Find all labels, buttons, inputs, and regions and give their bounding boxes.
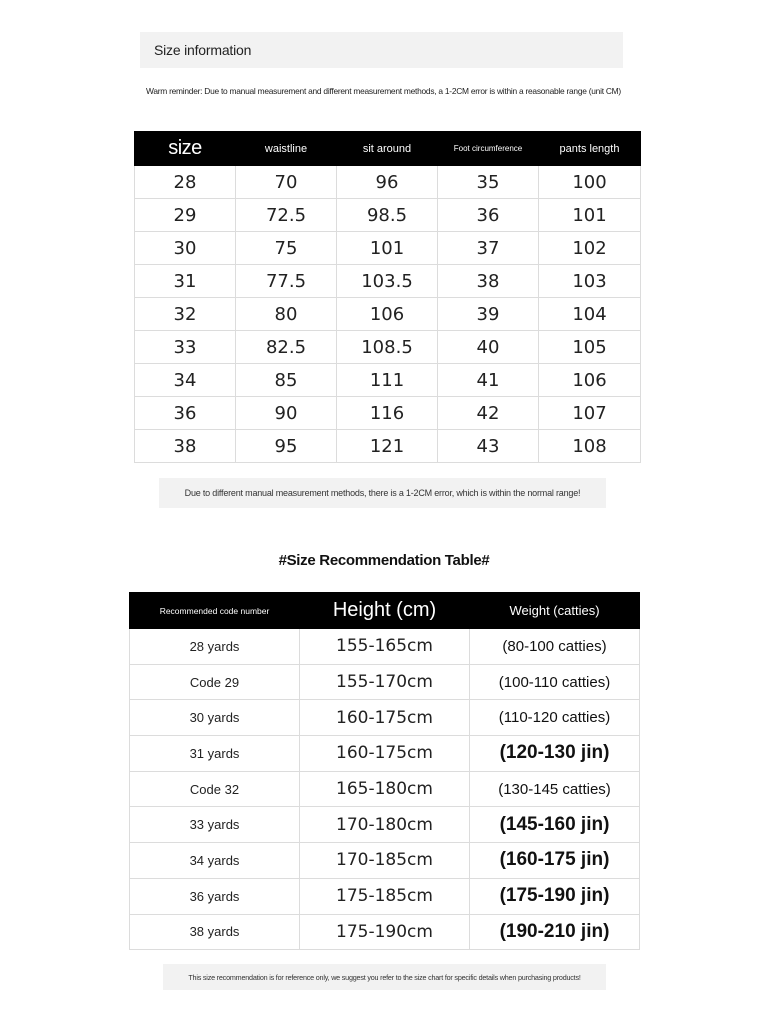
pants-length-cell: 106: [539, 364, 641, 397]
table-row: [130, 914, 640, 950]
waistline-cell: 82.5: [236, 331, 337, 364]
table-row: [130, 878, 640, 914]
pants-length-cell: 101: [539, 199, 641, 232]
sit-around-header: sit around: [337, 132, 438, 166]
pants-length-cell: 100: [539, 166, 641, 199]
pants-length-cell: 104: [539, 298, 641, 331]
table-row: [135, 430, 641, 463]
height-cell: 170-180cm: [300, 807, 470, 843]
foot-circumference-cell: 36: [438, 199, 539, 232]
sit-around-cell: 103.5: [337, 265, 438, 298]
recommended-code-cell: 34 yards: [130, 843, 300, 879]
recommended-code-cell: 33 yards: [130, 807, 300, 843]
table-row: [135, 364, 641, 397]
recommended-code-cell: 28 yards: [130, 629, 300, 665]
table-row: [135, 232, 641, 265]
sit-around-cell: 108.5: [337, 331, 438, 364]
waistline-cell: 75: [236, 232, 337, 265]
size-cell: 28: [135, 166, 236, 199]
height-cell: 160-175cm: [300, 736, 470, 772]
recommendation-table: [129, 592, 640, 950]
recommended-code-cell: 30 yards: [130, 700, 300, 736]
foot-circumference-cell: 39: [438, 298, 539, 331]
height-cell: 155-165cm: [300, 629, 470, 665]
waistline-header: waistline: [236, 132, 337, 166]
pants-length-cell: 102: [539, 232, 641, 265]
height-cell: 155-170cm: [300, 664, 470, 700]
weight-cell: (130-145 catties): [470, 771, 640, 807]
size-info-title: Size information: [154, 42, 252, 58]
weight-cell: (120-130 jin): [470, 736, 640, 772]
table-row: [130, 771, 640, 807]
footer-note: This size recommendation is for reference only, we suggest you refer to the size chart for specific details when purchasing products!: [188, 972, 581, 982]
recommended-code-header: Recommended code number: [130, 593, 300, 629]
foot-circumference-header: Foot circumference: [438, 132, 539, 166]
table-row: [135, 265, 641, 298]
foot-circumference-cell: 38: [438, 265, 539, 298]
table-row: [130, 843, 640, 879]
weight-header: Weight (catties): [470, 593, 640, 629]
size-note: Due to different manual measurement methods, there is a 1-2CM error, which is within the normal range!: [184, 488, 581, 498]
waistline-cell: 95: [236, 430, 337, 463]
foot-circumference-cell: 40: [438, 331, 539, 364]
table-row: [135, 397, 641, 430]
pants-length-cell: 103: [539, 265, 641, 298]
weight-cell: (190-210 jin): [470, 914, 640, 950]
recommendation-header-row: [130, 593, 640, 629]
sit-around-cell: 111: [337, 364, 438, 397]
footer-note-bar: [163, 964, 606, 990]
sit-around-cell: 106: [337, 298, 438, 331]
size-cell: 34: [135, 364, 236, 397]
size-cell: 29: [135, 199, 236, 232]
foot-circumference-cell: 41: [438, 364, 539, 397]
height-header: Height (cm): [300, 593, 470, 629]
size-cell: 33: [135, 331, 236, 364]
size-cell: 38: [135, 430, 236, 463]
recommended-code-cell: 38 yards: [130, 914, 300, 950]
size-note-bar: [159, 478, 606, 508]
foot-circumference-cell: 43: [438, 430, 539, 463]
recommended-code-cell: Code 29: [130, 664, 300, 700]
waistline-cell: 72.5: [236, 199, 337, 232]
height-cell: 175-190cm: [300, 914, 470, 950]
pants-length-cell: 107: [539, 397, 641, 430]
weight-cell: (80-100 catties): [470, 629, 640, 665]
pants-length-header: pants length: [539, 132, 641, 166]
waistline-cell: 77.5: [236, 265, 337, 298]
sit-around-cell: 121: [337, 430, 438, 463]
table-row: [135, 166, 641, 199]
recommended-code-cell: 36 yards: [130, 878, 300, 914]
size-info-header: [140, 32, 623, 68]
table-row: [130, 700, 640, 736]
pants-length-cell: 108: [539, 430, 641, 463]
waistline-cell: 90: [236, 397, 337, 430]
size-table-header-row: [135, 132, 641, 166]
sit-around-cell: 96: [337, 166, 438, 199]
table-row: [130, 736, 640, 772]
height-cell: 160-175cm: [300, 700, 470, 736]
weight-cell: (160-175 jin): [470, 843, 640, 879]
table-row: [135, 331, 641, 364]
height-cell: 170-185cm: [300, 843, 470, 879]
table-row: [130, 664, 640, 700]
weight-cell: (145-160 jin): [470, 807, 640, 843]
sit-around-cell: 98.5: [337, 199, 438, 232]
recommended-code-cell: 31 yards: [130, 736, 300, 772]
weight-cell: (175-190 jin): [470, 878, 640, 914]
sit-around-cell: 116: [337, 397, 438, 430]
foot-circumference-cell: 42: [438, 397, 539, 430]
height-cell: 165-180cm: [300, 771, 470, 807]
weight-cell: (110-120 catties): [470, 700, 640, 736]
foot-circumference-cell: 37: [438, 232, 539, 265]
waistline-cell: 70: [236, 166, 337, 199]
sit-around-cell: 101: [337, 232, 438, 265]
weight-cell: (100-110 catties): [470, 664, 640, 700]
height-cell: 175-185cm: [300, 878, 470, 914]
waistline-cell: 80: [236, 298, 337, 331]
size-cell: 36: [135, 397, 236, 430]
table-row: [130, 807, 640, 843]
size-cell: 30: [135, 232, 236, 265]
recommendation-title: #Size Recommendation Table#: [278, 552, 490, 569]
foot-circumference-cell: 35: [438, 166, 539, 199]
size-table: [134, 131, 641, 463]
table-row: [135, 298, 641, 331]
recommended-code-cell: Code 32: [130, 771, 300, 807]
size-cell: 32: [135, 298, 236, 331]
pants-length-cell: 105: [539, 331, 641, 364]
table-row: [135, 199, 641, 232]
size-header: size: [135, 132, 236, 166]
size-cell: 31: [135, 265, 236, 298]
waistline-cell: 85: [236, 364, 337, 397]
measurement-reminder: Warm reminder: Due to manual measurement and different measurement methods, a 1-2CM error is within a reasonable range (unit CM): [146, 86, 621, 96]
table-row: [130, 629, 640, 665]
